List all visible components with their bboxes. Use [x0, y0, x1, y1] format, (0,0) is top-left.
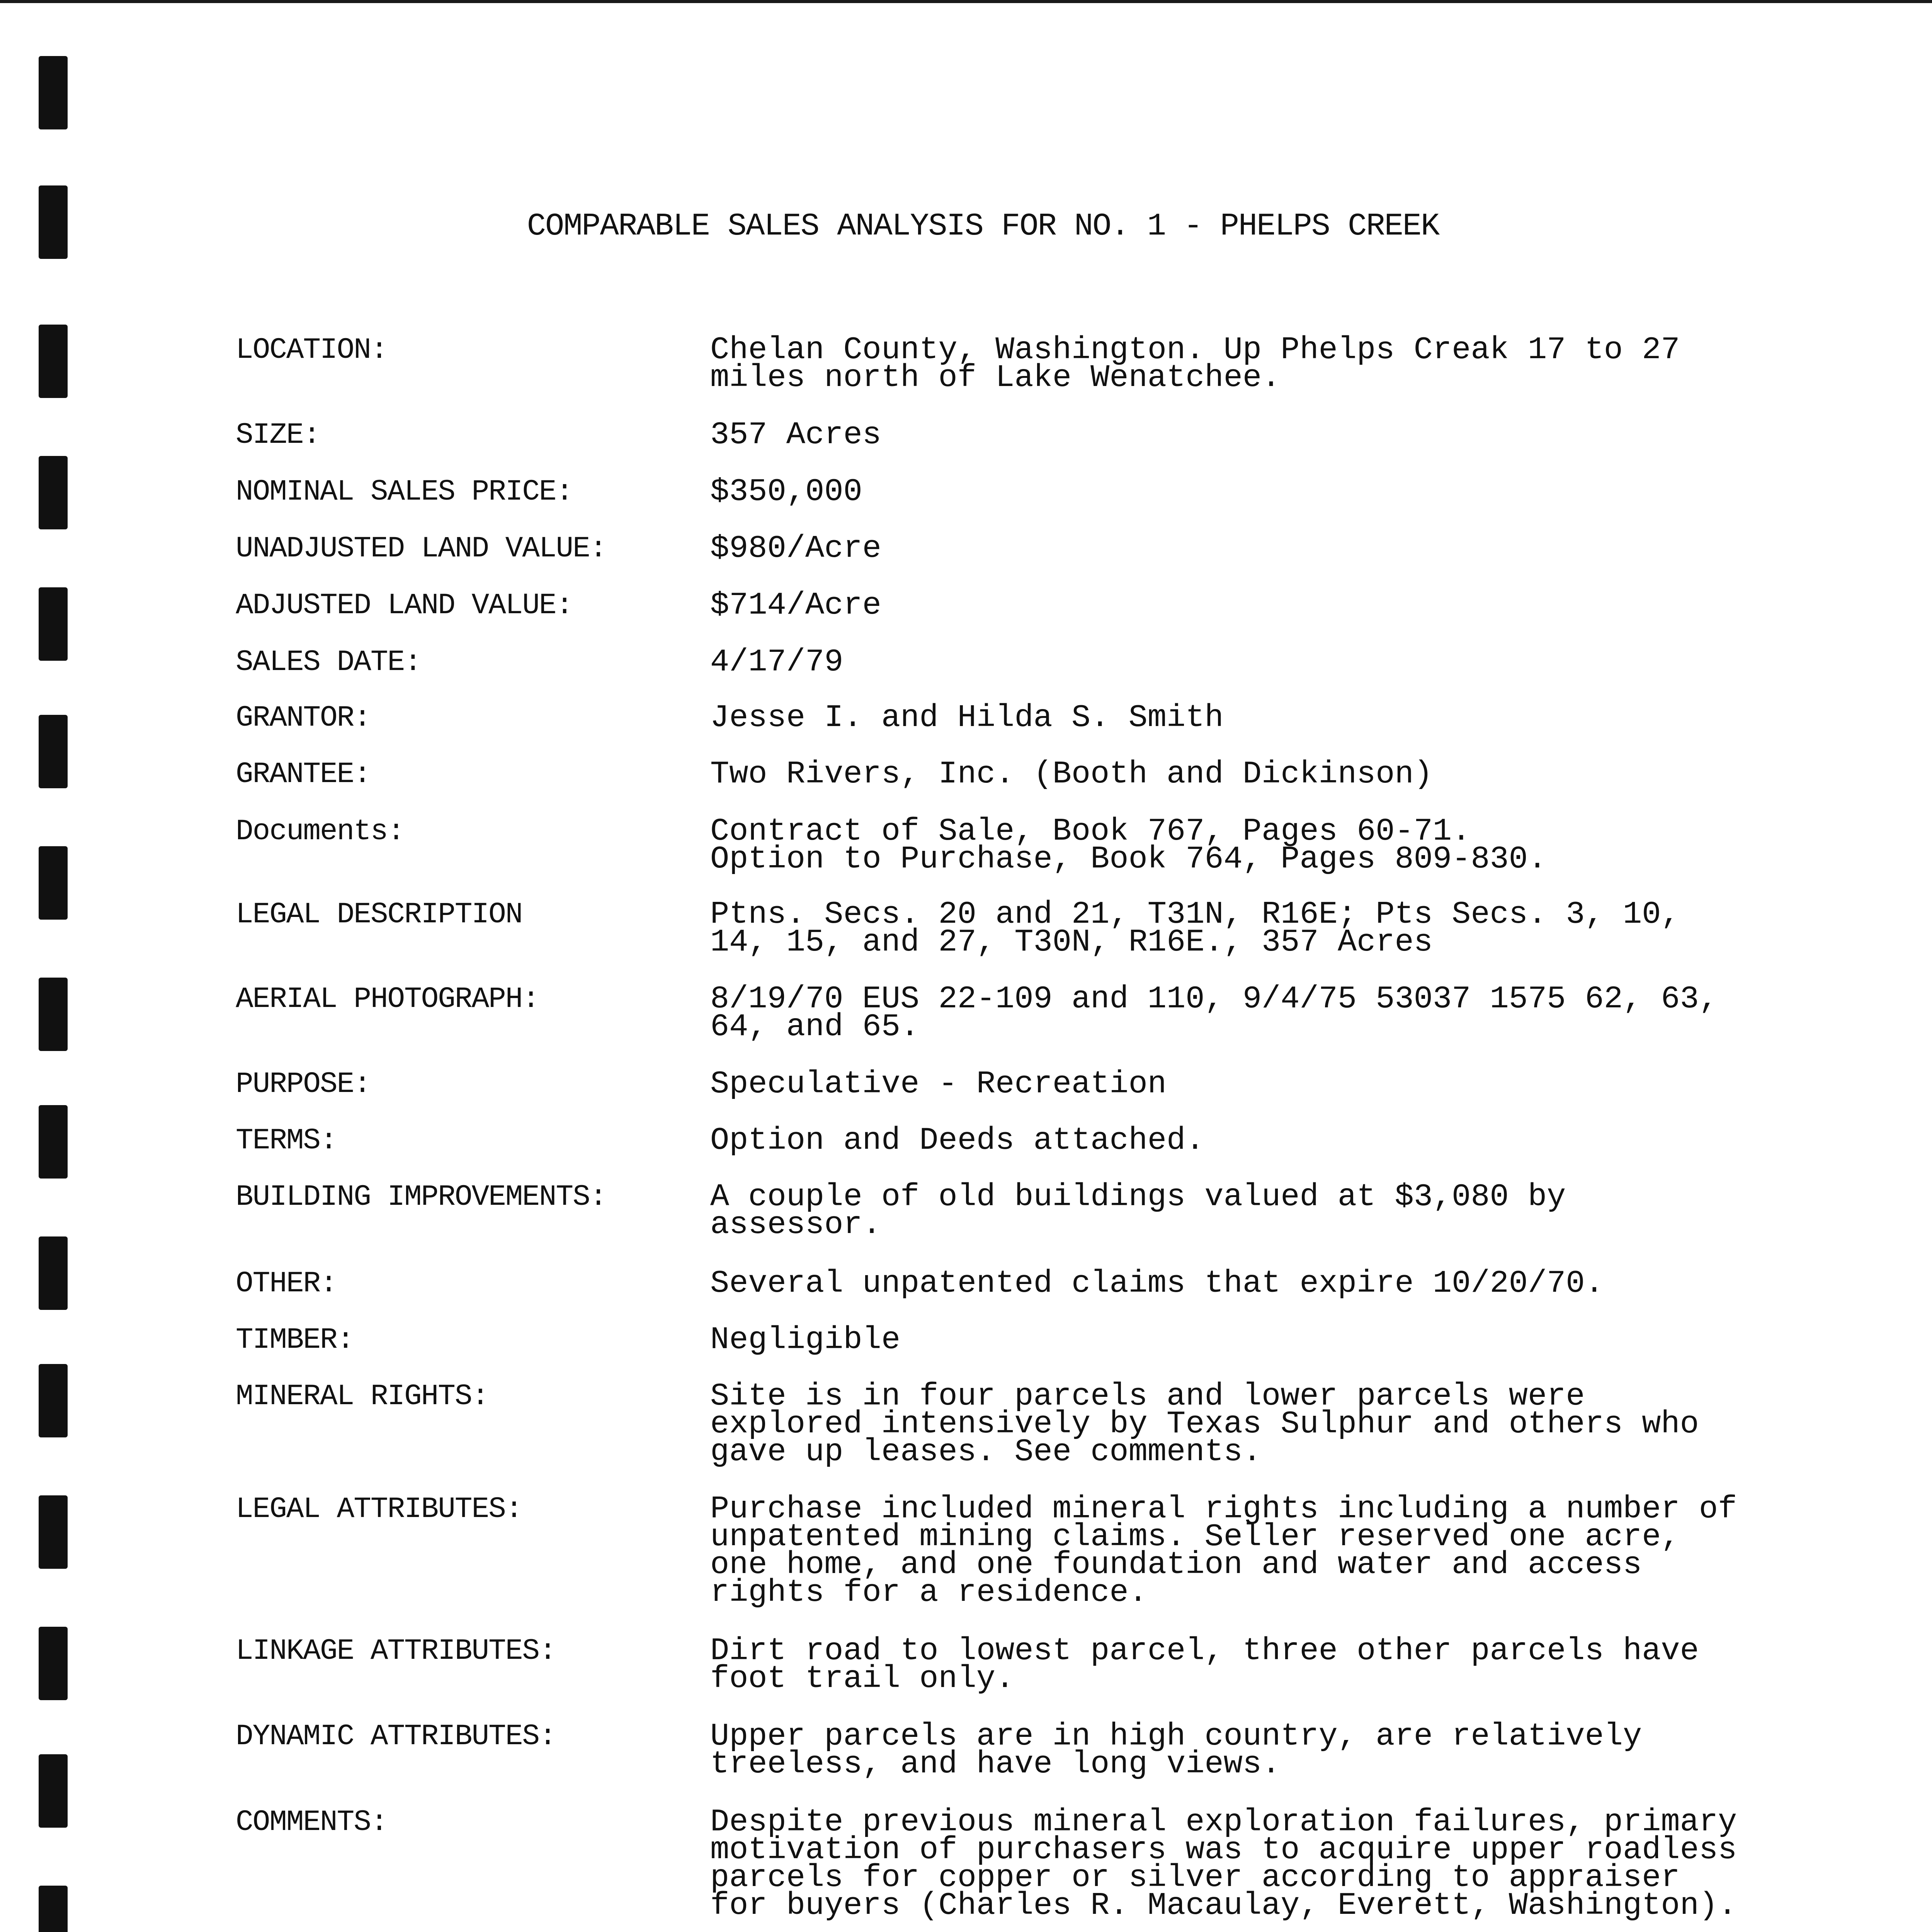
binder-punch-holes: [39, 0, 70, 1932]
field-label: MINERAL RIGHTS:: [236, 1380, 489, 1413]
field-value: 357 Acres: [710, 417, 881, 453]
field-label: ADJUSTED LAND VALUE:: [236, 589, 573, 622]
punch-hole: [39, 1754, 68, 1828]
field-value: Contract of Sale, Book 767, Pages 60-71. Option to Purchase, Book 764, Pages 809-830.: [710, 813, 1547, 877]
field-value: $350,000: [710, 474, 862, 510]
field-label: SALES DATE:: [236, 646, 421, 679]
punch-hole: [39, 1236, 68, 1310]
punch-hole: [39, 1627, 68, 1700]
field-value: Upper parcels are in high country, are relatively treeless, and have long views.: [710, 1718, 1642, 1782]
punch-hole: [39, 715, 68, 788]
punch-hole: [39, 1105, 68, 1179]
punch-hole: [39, 1364, 68, 1437]
field-label: GRANTEE:: [236, 758, 371, 791]
punch-hole: [39, 587, 68, 661]
field-value: 4/17/79: [710, 644, 844, 680]
field-label: DYNAMIC ATTRIBUTES:: [236, 1720, 556, 1753]
punch-hole: [39, 1886, 68, 1932]
field-value: Negligible: [710, 1322, 901, 1358]
punch-hole: [39, 56, 68, 129]
field-value: Jesse I. and Hilda S. Smith: [710, 700, 1224, 736]
field-value: Ptns. Secs. 20 and 21, T31N, R16E; Pts Secs. 3, 10, 14, 15, and 27, T30N, R16E., 357 Acres: [710, 896, 1680, 960]
field-label: LEGAL ATTRIBUTES:: [236, 1493, 522, 1526]
field-label: PURPOSE:: [236, 1068, 371, 1101]
field-value: Despite previous mineral exploration failures, primary motivation of purchasers was to acquire upper roadless parcels for copper or silver according to appraiser for buyers (Charles R. Macaulay, Everett, Washington).: [710, 1804, 1737, 1923]
field-label: GRANTOR:: [236, 701, 371, 735]
field-label: TERMS:: [236, 1124, 337, 1157]
field-label: LEGAL DESCRIPTION: [236, 898, 522, 931]
field-value: Several unpatented claims that expire 10/20/70.: [710, 1265, 1604, 1301]
field-value: Chelan County, Washington. Up Phelps Creak 17 to 27 miles north of Lake Wenatchee.: [710, 332, 1680, 396]
field-label: BUILDING IMPROVEMENTS:: [236, 1180, 607, 1214]
field-label: OTHER:: [236, 1267, 337, 1300]
field-value: 8/19/70 EUS 22-109 and 110, 9/4/75 53037 1575 62, 63, 64, and 65.: [710, 981, 1718, 1045]
field-value: $714/Acre: [710, 587, 881, 623]
field-label: TIMBER:: [236, 1323, 354, 1357]
page-top-edge: [0, 0, 1932, 3]
page-title: COMPARABLE SALES ANALYSIS FOR NO. 1 - PHELPS CREEK: [527, 208, 1439, 244]
field-label: LINKAGE ATTRIBUTES:: [236, 1634, 556, 1668]
punch-hole: [39, 456, 68, 529]
field-label: COMMENTS:: [236, 1806, 388, 1839]
field-label: Documents:: [236, 815, 405, 848]
field-label: SIZE:: [236, 418, 320, 452]
punch-hole: [39, 325, 68, 398]
field-value: Two Rivers, Inc. (Booth and Dickinson): [710, 756, 1433, 792]
field-label: UNADJUSTED LAND VALUE:: [236, 532, 607, 565]
field-label: AERIAL PHOTOGRAPH:: [236, 983, 539, 1016]
field-label: LOCATION:: [236, 333, 388, 367]
field-label: NOMINAL SALES PRICE:: [236, 475, 573, 509]
punch-hole: [39, 1495, 68, 1569]
field-value: Site is in four parcels and lower parcels were explored intensively by Texas Sulphur and others who gave up leases. See comments.: [710, 1378, 1699, 1470]
field-value: Speculative - Recreation: [710, 1066, 1167, 1102]
punch-hole: [39, 978, 68, 1051]
field-value: $980/Acre: [710, 531, 881, 566]
field-value: Option and Deeds attached.: [710, 1122, 1205, 1158]
punch-hole: [39, 846, 68, 920]
field-value: A couple of old buildings valued at $3,080 by assessor.: [710, 1179, 1566, 1243]
field-value: Purchase included mineral rights including a number of unpatented mining claims. Seller reserved one acre, one home, and one foundation and water and access rights for a residence.: [710, 1491, 1737, 1611]
field-value: Dirt road to lowest parcel, three other parcels have foot trail only.: [710, 1633, 1699, 1697]
